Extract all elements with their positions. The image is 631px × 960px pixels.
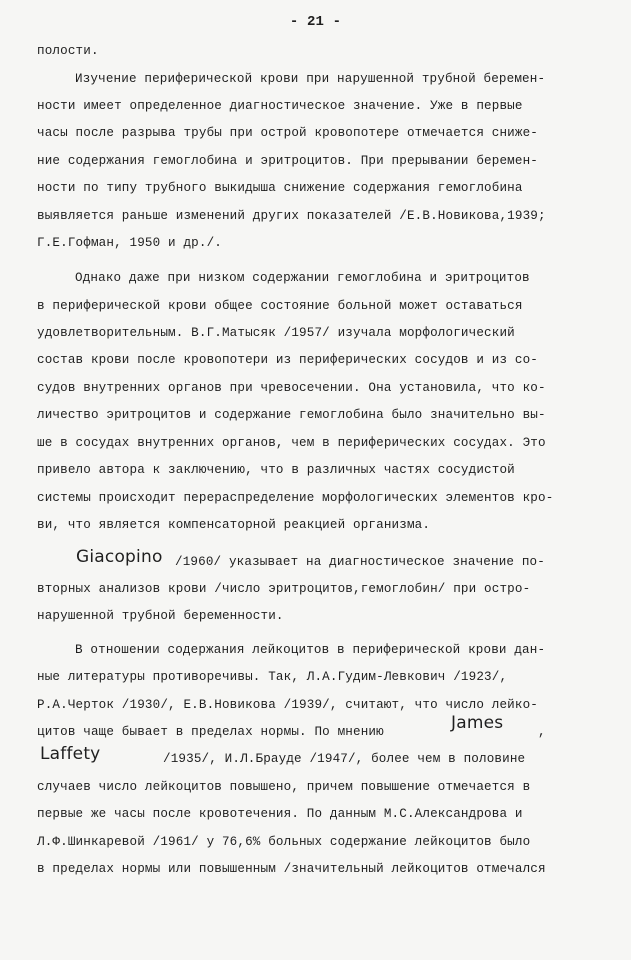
text-line: в пределах нормы или повышенным /значительный лейкоцитов отмечался — [37, 862, 546, 876]
text-line: часы после разрыва трубы при острой кровопотере отмечается сниже- — [37, 126, 538, 140]
handwritten-giacopino: Giacopino — [76, 547, 163, 567]
text-line: выявляется раньше изменений других показателей /Е.В.Новикова,1939; — [37, 209, 546, 223]
text-line: Р.А.Черток /1930/, Е.В.Новикова /1939/, считают, что число лейко- — [37, 698, 538, 712]
text-line: личество эритроцитов и содержание гемоглобина было значительно вы- — [37, 408, 546, 422]
text-line: случаев число лейкоцитов повышено, причем повышение отмечается в — [37, 780, 531, 794]
text-line: в периферической крови общее состояние больной может оставаться — [37, 299, 523, 313]
text-line: /1935/, И.Л.Брауде /1947/, более чем в половине — [163, 752, 526, 766]
text-line: нарушенной трубной беременности. — [37, 609, 284, 623]
text-line: судов внутренних органов при чревосечении. Она установила, что ко- — [37, 381, 546, 395]
text-line: полости. — [37, 44, 99, 58]
text-line: цитов чаще бывает в пределах нормы. По мнению — [37, 725, 384, 739]
text-line: ности по типу трубного выкидыша снижение содержания гемоглобина — [37, 181, 523, 195]
text-line: В отношении содержания лейкоцитов в периферической крови дан- — [75, 643, 546, 657]
text-line: Г.Е.Гофман, 1950 и др./. — [37, 236, 222, 250]
text-line: ные литературы противоречивы. Так, Л.А.Гудим-Левкович /1923/, — [37, 670, 508, 684]
handwritten-laffety: Laffety — [40, 744, 101, 764]
text-line: системы происходит перераспределение морфологических элементов кро- — [37, 491, 554, 505]
text-line: ности имеет определенное диагностическое значение. Уже в первые — [37, 99, 523, 113]
text-line: Однако даже при низком содержании гемоглобина и эритроцитов — [75, 271, 530, 285]
text-line: , — [538, 725, 546, 739]
handwritten-james: James — [451, 713, 504, 733]
text-line: /1960/ указывает на диагностическое значение по- — [175, 555, 545, 569]
text-line: первые же часы после кровотечения. По данным М.С.Александрова и — [37, 807, 523, 821]
text-line: состав крови после кровопотери из периферических сосудов и из со- — [37, 353, 538, 367]
text-line: ви, что является компенсаторной реакцией организма. — [37, 518, 431, 532]
text-line: ше в сосудах внутренних органов, чем в периферических сосудах. Это — [37, 436, 546, 450]
text-line: Л.Ф.Шинкаревой /1961/ у 76,6% больных содержание лейкоцитов было — [37, 835, 531, 849]
text-line: удовлетворительным. В.Г.Матысяк /1957/ изучала морфологический — [37, 326, 515, 340]
text-line: Изучение периферической крови при нарушенной трубной беремен- — [75, 72, 546, 86]
text-line: ние содержания гемоглобина и эритроцитов. При прерывании беремен- — [37, 154, 538, 168]
page-number: - 21 - — [289, 14, 342, 30]
text-line: привело автора к заключению, что в различных частях сосудистой — [37, 463, 515, 477]
text-line: вторных анализов крови /число эритроцитов,гемоглобин/ при остро- — [37, 582, 531, 596]
